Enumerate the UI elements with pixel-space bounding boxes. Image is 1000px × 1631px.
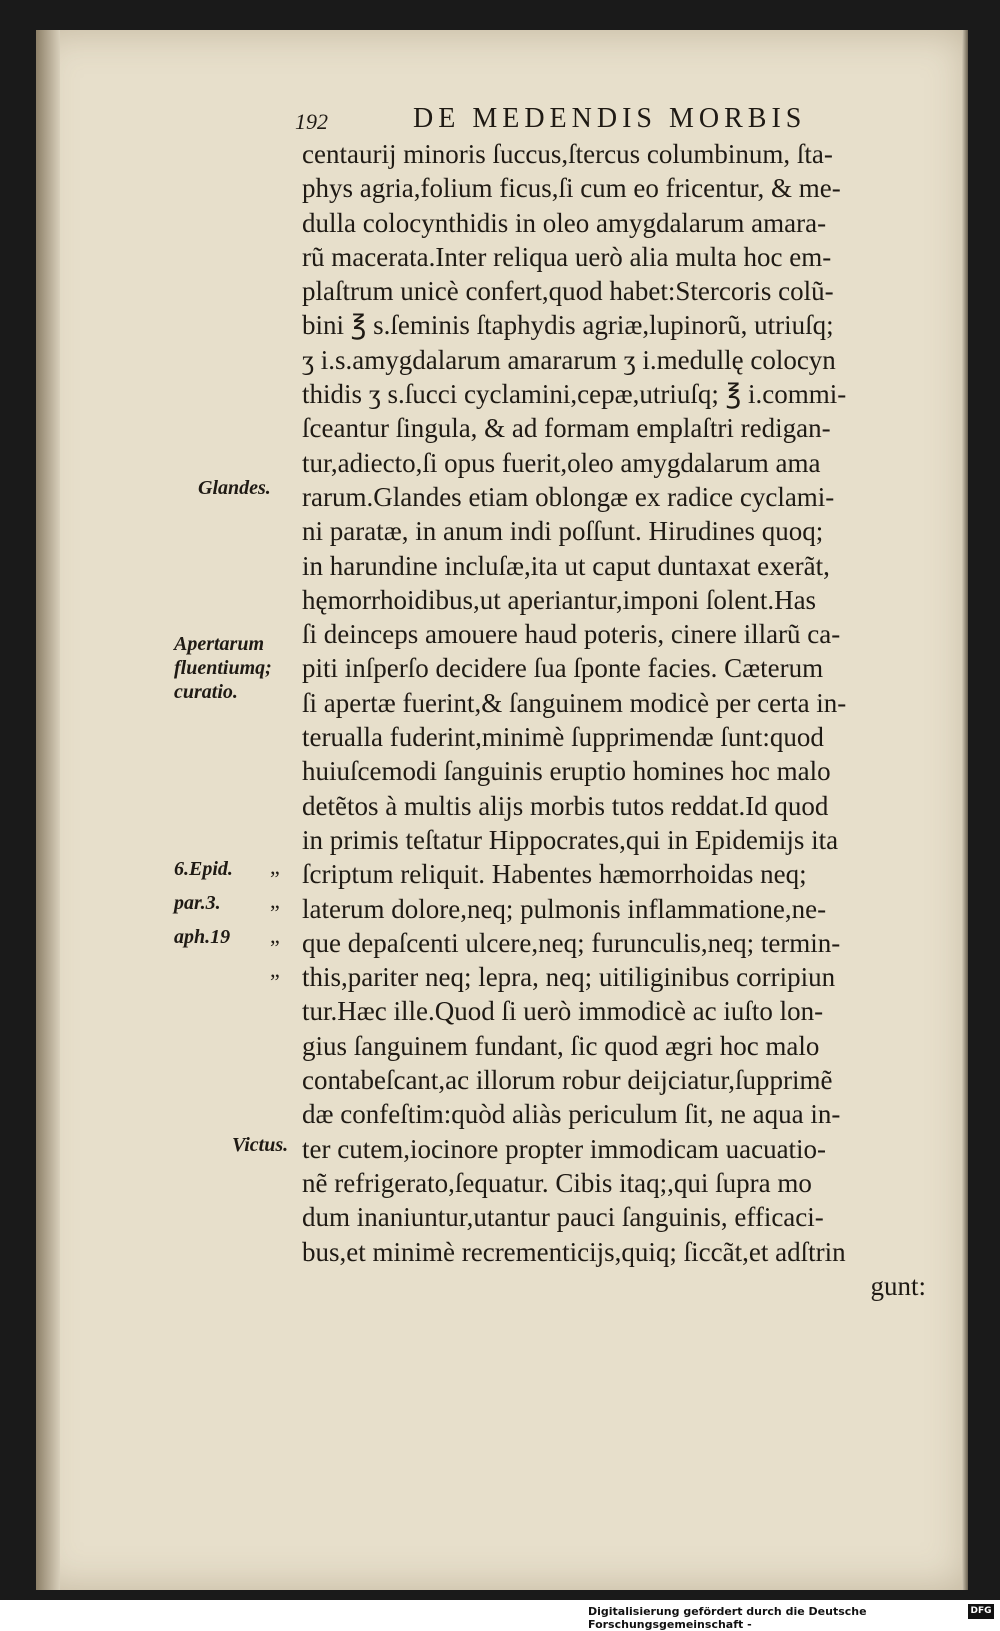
- margin-note-line: aph.19: [174, 926, 231, 948]
- text-line: dulla colocynthidis in oleo amygdalarum amara-: [302, 207, 827, 238]
- text-line: this,pariter neq; lepra, neq; uitiliginibus corripiun: [302, 962, 836, 993]
- text-line: tur.Hæc ille.Quod ſi uerò immodicè ac iuſto lon-: [302, 996, 824, 1027]
- running-head: DE MEDENDIS MORBIS: [413, 103, 807, 134]
- digitization-credit: Digitalisierung gefördert durch die Deutsche Forschungsgemeinschaft -: [588, 1605, 867, 1631]
- text-line: bus,et minimè recrementicijs,quiq; ſiccãt,et adſtrin: [302, 1236, 846, 1267]
- dfg-logo: DFG: [968, 1604, 994, 1619]
- page-header: [295, 103, 960, 137]
- margin-note-epid: [174, 852, 233, 954]
- text-line: in primis teſtatur Hippocrates,qui in Epidemijs ita: [302, 824, 839, 855]
- text-line: plaſtrum unicè confert,quod habet:Stercoris colũ-: [302, 276, 834, 307]
- text-line: bini ℥ s.ſeminis ſtaphydis agriæ,lupinorũ, utriuſq;: [302, 310, 834, 341]
- text-line: dæ confeſtim:quòd aliàs periculum ſit, ne aqua in-: [302, 1099, 841, 1130]
- margin-note-victus: Victus.: [232, 1134, 289, 1156]
- text-line: ſcriptum reliquit. Habentes hæmorrhoidas neq;: [302, 859, 807, 890]
- text-line: hęmorrhoidibus,ut aperiantur,imponi ſolent.Has: [302, 584, 817, 615]
- text-line: rarum.Glandes etiam oblongæ ex radice cyclami-: [302, 481, 835, 512]
- text-line: ſi apertæ fuerint,& ſanguinem modicè per certa in-: [302, 687, 847, 718]
- margin-note-line: par.3.: [174, 892, 221, 914]
- margin-note-line: Apertarum: [174, 633, 265, 655]
- text-line: ter cutem,iocinore propter immodicam uacuatio-: [302, 1133, 827, 1164]
- text-line: tur,adiecto,ſi opus fuerit,oleo amygdalarum ama: [302, 447, 821, 478]
- catchword: gunt:: [870, 1270, 926, 1301]
- text-line: ſi deinceps amouere haud poteris, cinere illarũ ca-: [302, 619, 841, 650]
- page-gutter: [36, 30, 60, 1590]
- text-line: huiuſcemodi ſanguinis eruptio homines hoc malo: [302, 756, 831, 787]
- margin-note-line: fluentiumq;: [174, 657, 272, 679]
- quote-mark: „: [270, 854, 280, 879]
- text-line: gius ſanguinem fundant, ſic quod ægri hoc malo: [302, 1030, 820, 1061]
- text-line: centaurij minoris ſuccus,ſtercus columbinum, ſta-: [302, 139, 833, 169]
- page-number: 192: [295, 109, 328, 134]
- text-line: in harundine incluſæ,ita ut caput duntaxat exerãt,: [302, 550, 830, 581]
- text-line: nẽ refrigerato,ſequatur. Cibis itaq;,qui ſupra mo: [302, 1167, 812, 1198]
- text-line: piti inſperſo decidere ſua ſponte facies. Cæterum: [302, 653, 824, 684]
- text-line: contabeſcant,ac illorum robur deijciatur,ſupprimẽ: [302, 1065, 833, 1096]
- text-line: que depaſcenti ulcere,neq; furunculis,neq; termin-: [302, 927, 841, 958]
- text-line: phys agria,folium ficus,ſi cum eo fricentur, & me-: [302, 173, 841, 204]
- text-line: ʒ i.s.amygdalarum amararum ʒ i.medullę colocyn: [302, 344, 836, 375]
- text-line: rũ macerata.Inter reliqua uerò alia multa hoc em-: [302, 241, 832, 272]
- margin-note-glandes: Glandes.: [198, 477, 271, 499]
- body-text: [302, 137, 942, 1303]
- text-line: laterum dolore,neq; pulmonis inflammatione,ne-: [302, 893, 827, 924]
- text-line: detẽtos à multis alijs morbis tutos reddat.Id quod: [302, 790, 829, 821]
- margin-note-line: 6.Epid.: [174, 858, 233, 880]
- quote-mark: „: [270, 888, 280, 914]
- text-line: ſceantur ſingula, & ad formam emplaſtri redigan-: [302, 413, 831, 444]
- margin-note-line: curatio.: [174, 681, 238, 703]
- quote-mark: „: [270, 956, 280, 982]
- quotation-marks: [270, 850, 300, 987]
- margin-note-apertarum: [174, 632, 272, 704]
- text-line: thidis ʒ s.ſucci cyclamini,cepæ,utriuſq; ℥ i.commi-: [302, 379, 847, 410]
- quote-mark: „: [270, 922, 280, 948]
- page-edge: [962, 30, 968, 1590]
- text-line: dum inaniuntur,utantur pauci ſanguinis, efficaci-: [302, 1202, 824, 1233]
- text-line: terualla fuderint,minimè ſupprimendæ ſunt:quod: [302, 722, 824, 753]
- text-line: ni paratæ, in anum indi poſſunt. Hirudines quoq;: [302, 516, 824, 547]
